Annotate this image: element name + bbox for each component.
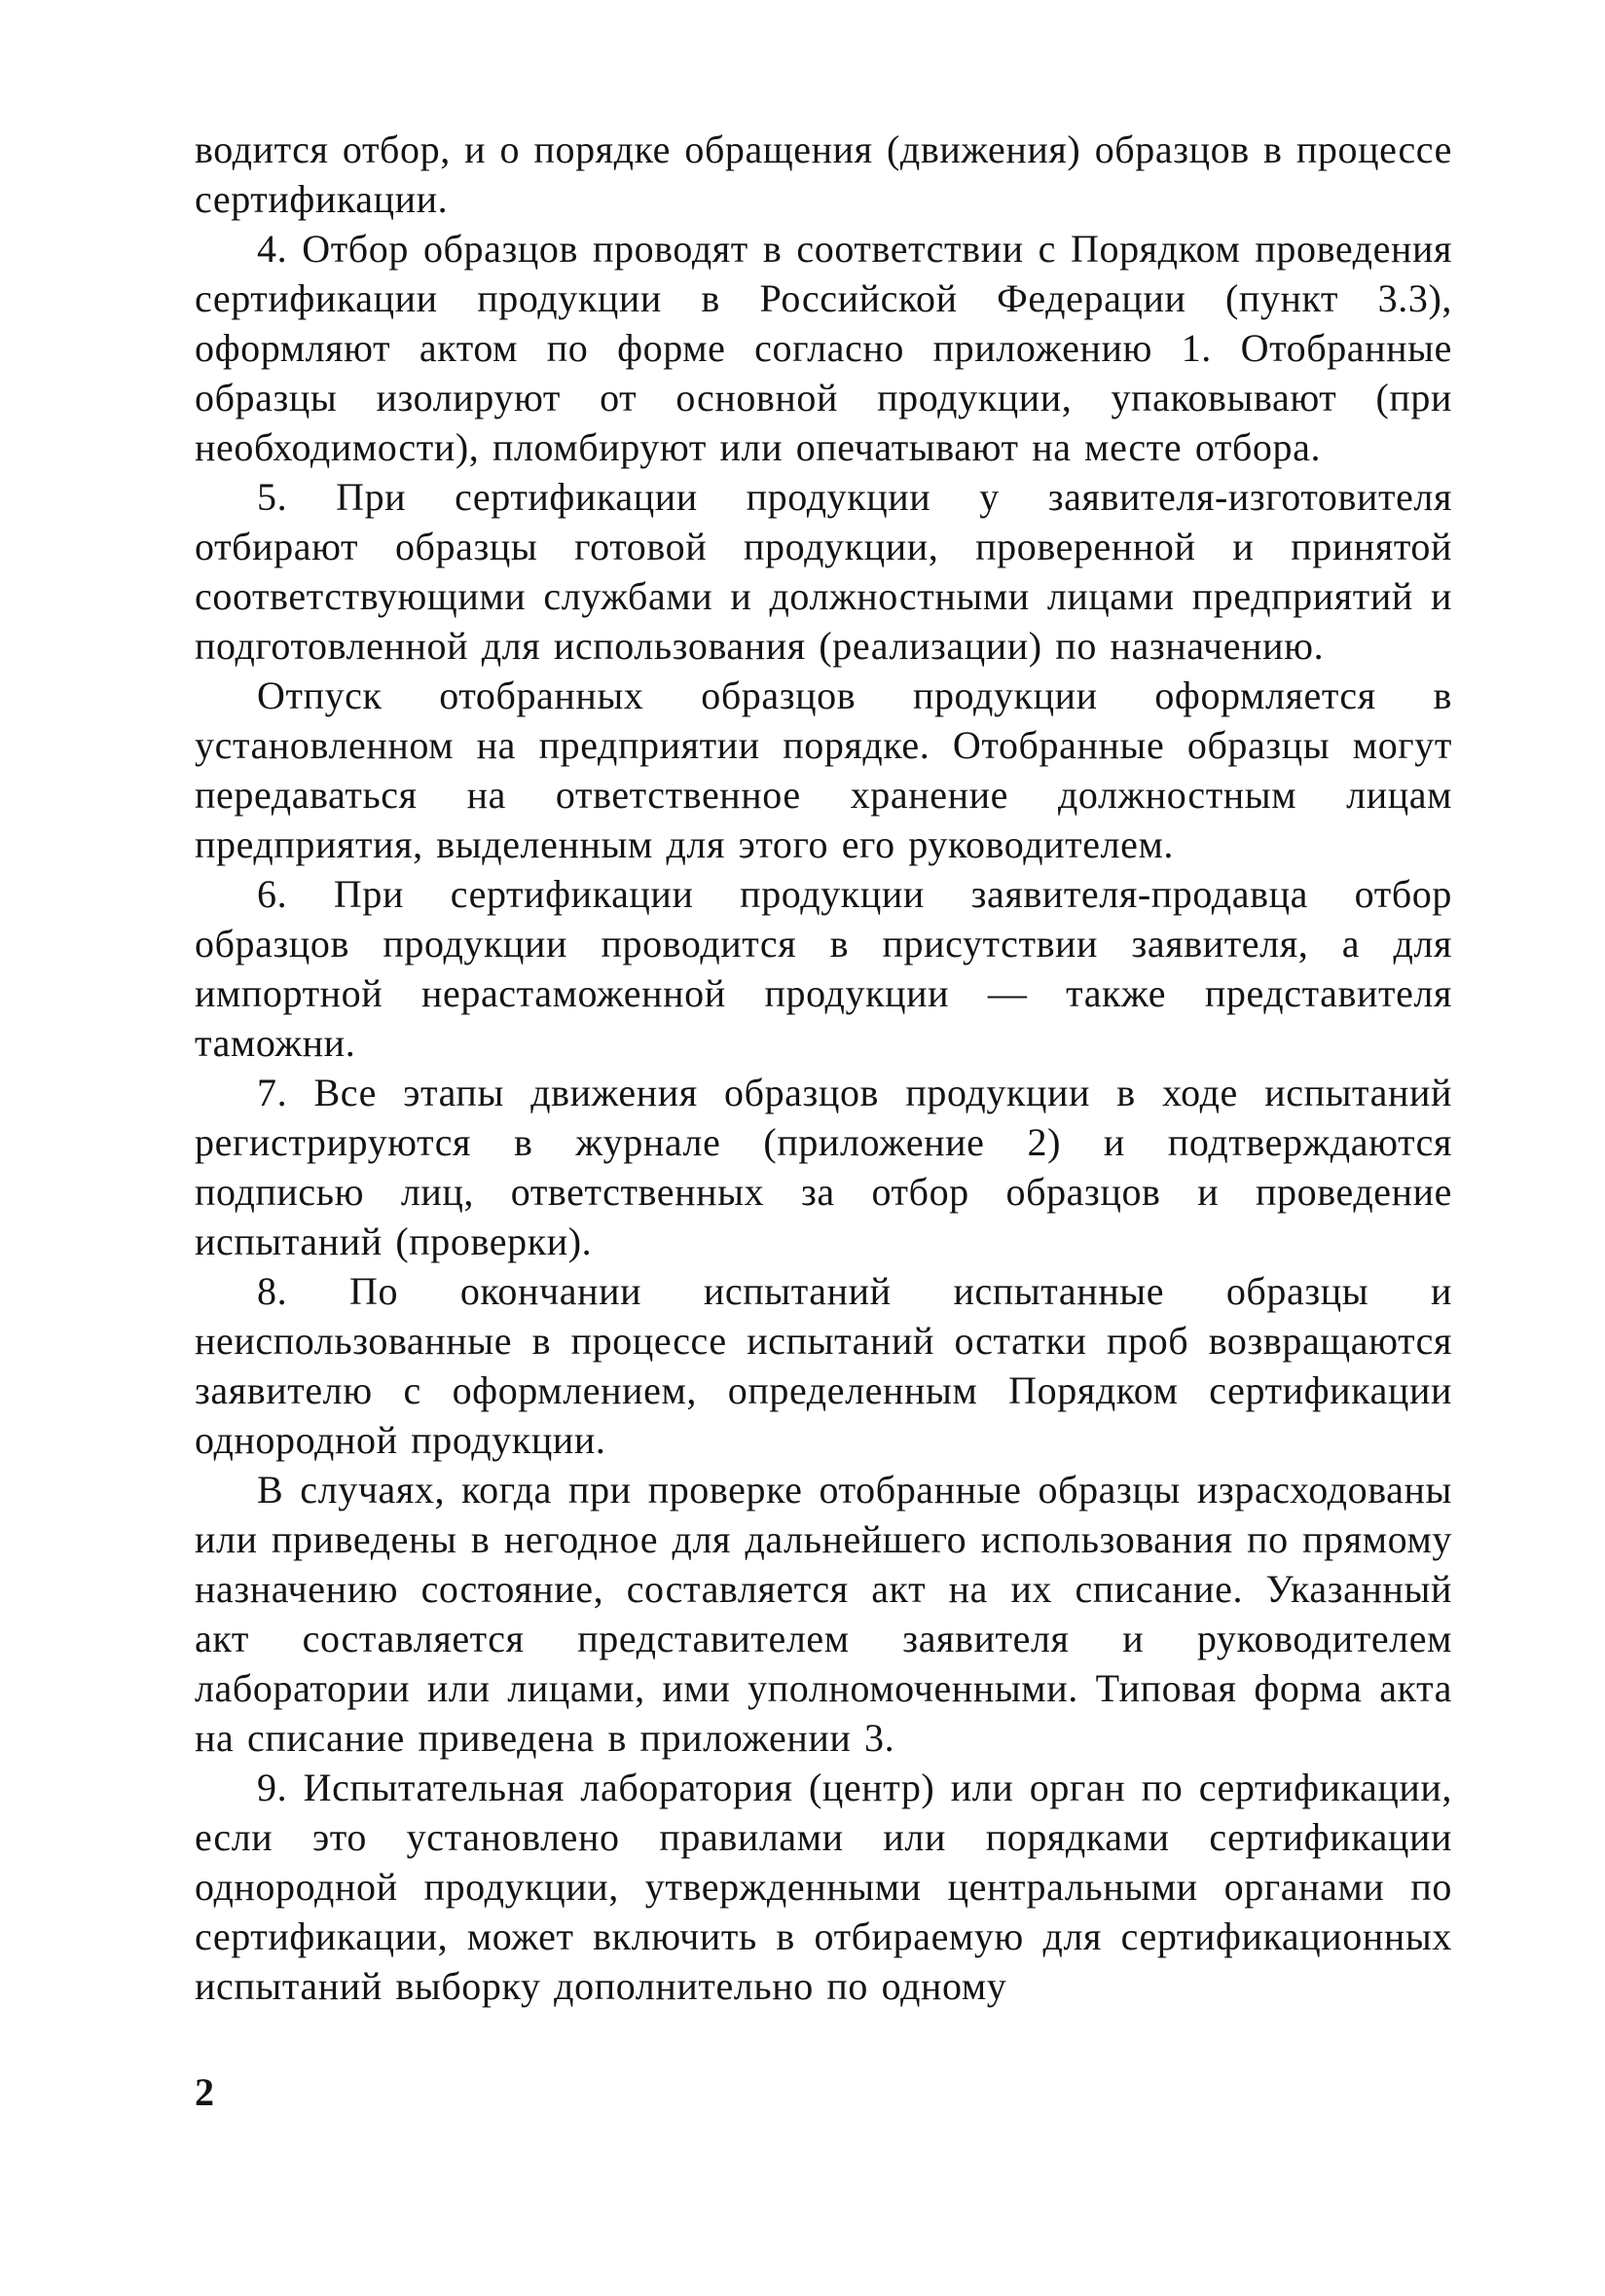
paragraph-item-5-release: Отпуск отобранных образцов продукции оформляется в установленном на предприятии порядке. Отобранные образцы могут передаваться на ответственное хранение должностным лицам предприятия, выделенным для этого его руководителем. — [195, 674, 1452, 866]
text-column — [195, 125, 1452, 2011]
paragraph-item-9: 9. Испытательная лаборатория (центр) или орган по сертификации, если это установлено правилами или порядками сертификации однородной продукции, утвержденными центральными органами по сертификации, может включить в отбираемую для сертификационных испытаний выборку дополнительно по одному — [195, 1766, 1452, 2008]
paragraph-continuation: водится отбор, и о порядке обращения (движения) образцов в процессе сертификации. — [195, 128, 1452, 221]
paragraph-item-6: 6. При сертификации продукции заявителя-продавца отбор образцов продукции проводится в присутствии заявителя, а для импортной нерастаможенной продукции — также представителя таможни. — [195, 872, 1452, 1065]
page-number: 2 — [195, 2070, 214, 2114]
paragraph-item-7: 7. Все этапы движения образцов продукции в ходе испытаний регистрируются в журнале (приложение 2) и подтверждаются подписью лиц, ответственных за отбор образцов и проведение испытаний (проверки). — [195, 1071, 1452, 1263]
paragraph-item-8-writeoff: В случаях, когда при проверке отобранные образцы израсходованы или приведены в негодное для дальнейшего использования по прямому назначению состояние, составляется акт на их списание. Указанный акт составляется представителем заявителя и руководителем лаборатории или лицами, ими уполномоченными. Типовая форма акта на списание приведена в приложении 3. — [195, 1468, 1452, 1760]
paragraph-item-8: 8. По окончании испытаний испытанные образцы и неиспользованные в процессе испытаний остатки проб возвращаются заявителю с оформлением, определенным Порядком сертификации однородной продукции. — [195, 1269, 1452, 1462]
paragraph-item-5: 5. При сертификации продукции у заявителя-изготовителя отбирают образцы готовой продукции, проверенной и принятой соответствующими службами и должностными лицами предприятий и подготовленной для использования (реализации) по назначению. — [195, 475, 1452, 668]
paragraph-item-4: 4. Отбор образцов проводят в соответствии с Порядком проведения сертификации продукции в Российской Федерации (пункт 3.3), оформляют актом по форме согласно приложению 1. Отобранные образцы изолируют от основной продукции, упаковывают (при необходимости), пломбируют или опечатывают на месте отбора. — [195, 227, 1452, 469]
